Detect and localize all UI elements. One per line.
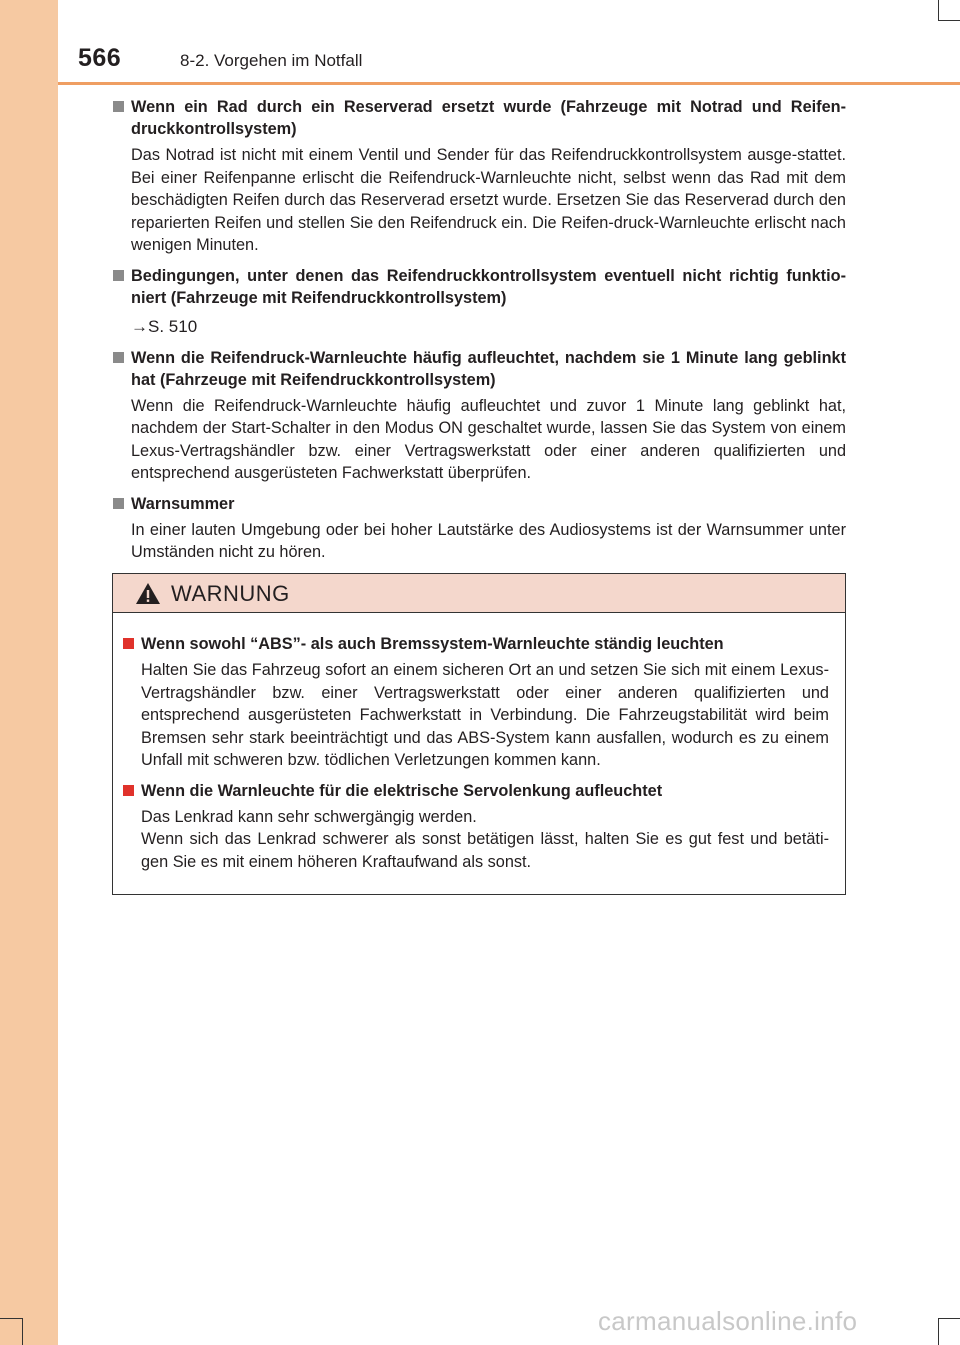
warning-header: [113, 574, 845, 613]
side-color-band: [0, 0, 58, 1345]
item-heading: Bedingungen, unter denen das Reifendruckkontrollsystem eventuell nicht richtig funktio-niert (Fahrzeuge mit Reifendruckkontrollsystem): [112, 265, 846, 309]
crop-mark: [938, 0, 939, 20]
warning-item-heading: Wenn sowohl “ABS”- als auch Bremssystem-Warnleuchte ständig leuchten: [122, 633, 829, 655]
header-rule: [58, 82, 960, 85]
item-heading: Wenn die Reifendruck-Warnleuchte häufig aufleuchtet, nachdem sie 1 Minute lang geblinkt hat (Fahrzeuge mit Reifendruckkontrollsystem): [112, 347, 846, 391]
main-content: [112, 96, 846, 572]
crop-mark: [938, 1318, 939, 1345]
warning-text-line: Wenn sich das Lenkrad schwerer als sonst betätigen lässt, halten Sie es gut fest und betäti-gen Sie es mit einem höheren Kraftaufwand als sonst.: [141, 830, 829, 871]
item-text: Das Notrad ist nicht mit einem Ventil und Sender für das Reifendruckkontrollsystem ausge-stattet. Bei einer Reifenpanne erlischt die Reifendruck-Warnleuchte nicht, selbst wenn das Rad mit dem beschädigten Reifen durch das Reserverad ersetzt wurde. Ersetzen Sie das Reserverad durch den reparierten Reifen und stellen Sie den Reifendruck ein. Die Reifen-druck-Warnleuchte erlischt nach wenigen Minuten.: [131, 146, 846, 254]
item-heading: Warnsummer: [112, 493, 846, 515]
warning-triangle-icon: [135, 582, 161, 605]
section-title: 8-2. Vorgehen im Notfall: [180, 51, 363, 70]
warning-item: [122, 633, 829, 772]
warning-text-line: Das Lenkrad kann sehr schwergängig werden.: [141, 807, 477, 826]
watermark: carmanualsonline.info: [598, 1306, 858, 1336]
item-heading: Wenn ein Rad durch ein Reserverad ersetzt wurde (Fahrzeuge mit Notrad und Reifen-druckkontrollsystem): [112, 96, 846, 140]
page-number: 566: [78, 44, 122, 72]
warning-item-text: [122, 806, 829, 874]
page-reference: →S. 510: [131, 316, 198, 336]
warning-body: [113, 613, 845, 873]
page-header: [58, 0, 960, 84]
square-bullet-icon: [113, 101, 124, 112]
crop-mark: [22, 1318, 23, 1345]
crop-mark: [938, 20, 960, 21]
red-square-bullet-icon: [123, 785, 134, 796]
warning-item: [122, 780, 829, 874]
item-text: In einer lauten Umgebung oder bei hoher Lautstärke des Audiosystems ist der Warnsummer unter Umständen nicht zu hören.: [131, 520, 846, 561]
square-bullet-icon: [113, 498, 124, 509]
crop-mark: [938, 1318, 960, 1319]
content-item: [112, 96, 846, 257]
warning-item-heading: Wenn die Warnleuchte für die elektrische Servolenkung aufleuchtet: [122, 780, 829, 802]
square-bullet-icon: [113, 270, 124, 281]
square-bullet-icon: [113, 352, 124, 363]
warning-item-text: Halten Sie das Fahrzeug sofort an einem sicheren Ort an und setzen Sie sich mit einem Lexus-Vertragshändler bzw. einer Vertragswerkstatt oder einer anderen qualifizierten und entsprechend ausgerüsteten Fachwerkstatt in Verbindung. Die Fahrzeugstabilität wird beim Bremsen sehr stark beeinträchtigt und das ABS-System kann ausfallen, wodurch es zu einem Unfall mit schweren bzw. tödlichen Verletzungen kommen kann.: [141, 661, 829, 769]
warning-title: WARNUNG: [171, 581, 290, 606]
warning-box: [112, 573, 846, 895]
crop-mark: [0, 1318, 22, 1319]
content-item: [112, 493, 846, 564]
content-item: [112, 265, 846, 339]
red-square-bullet-icon: [123, 638, 134, 649]
content-item: [112, 347, 846, 485]
item-text: Wenn die Reifendruck-Warnleuchte häufig aufleuchtet und zuvor 1 Minute lang geblinkt hat, nachdem der Start-Schalter in den Modus ON geschaltet wurde, lassen Sie das System von einem Lexus-Vertragshändler bzw. einer Vertragswerkstatt oder einer anderen qualifizierten und entsprechend ausgerüsteten Fachwerkstatt überprüfen.: [131, 396, 846, 482]
